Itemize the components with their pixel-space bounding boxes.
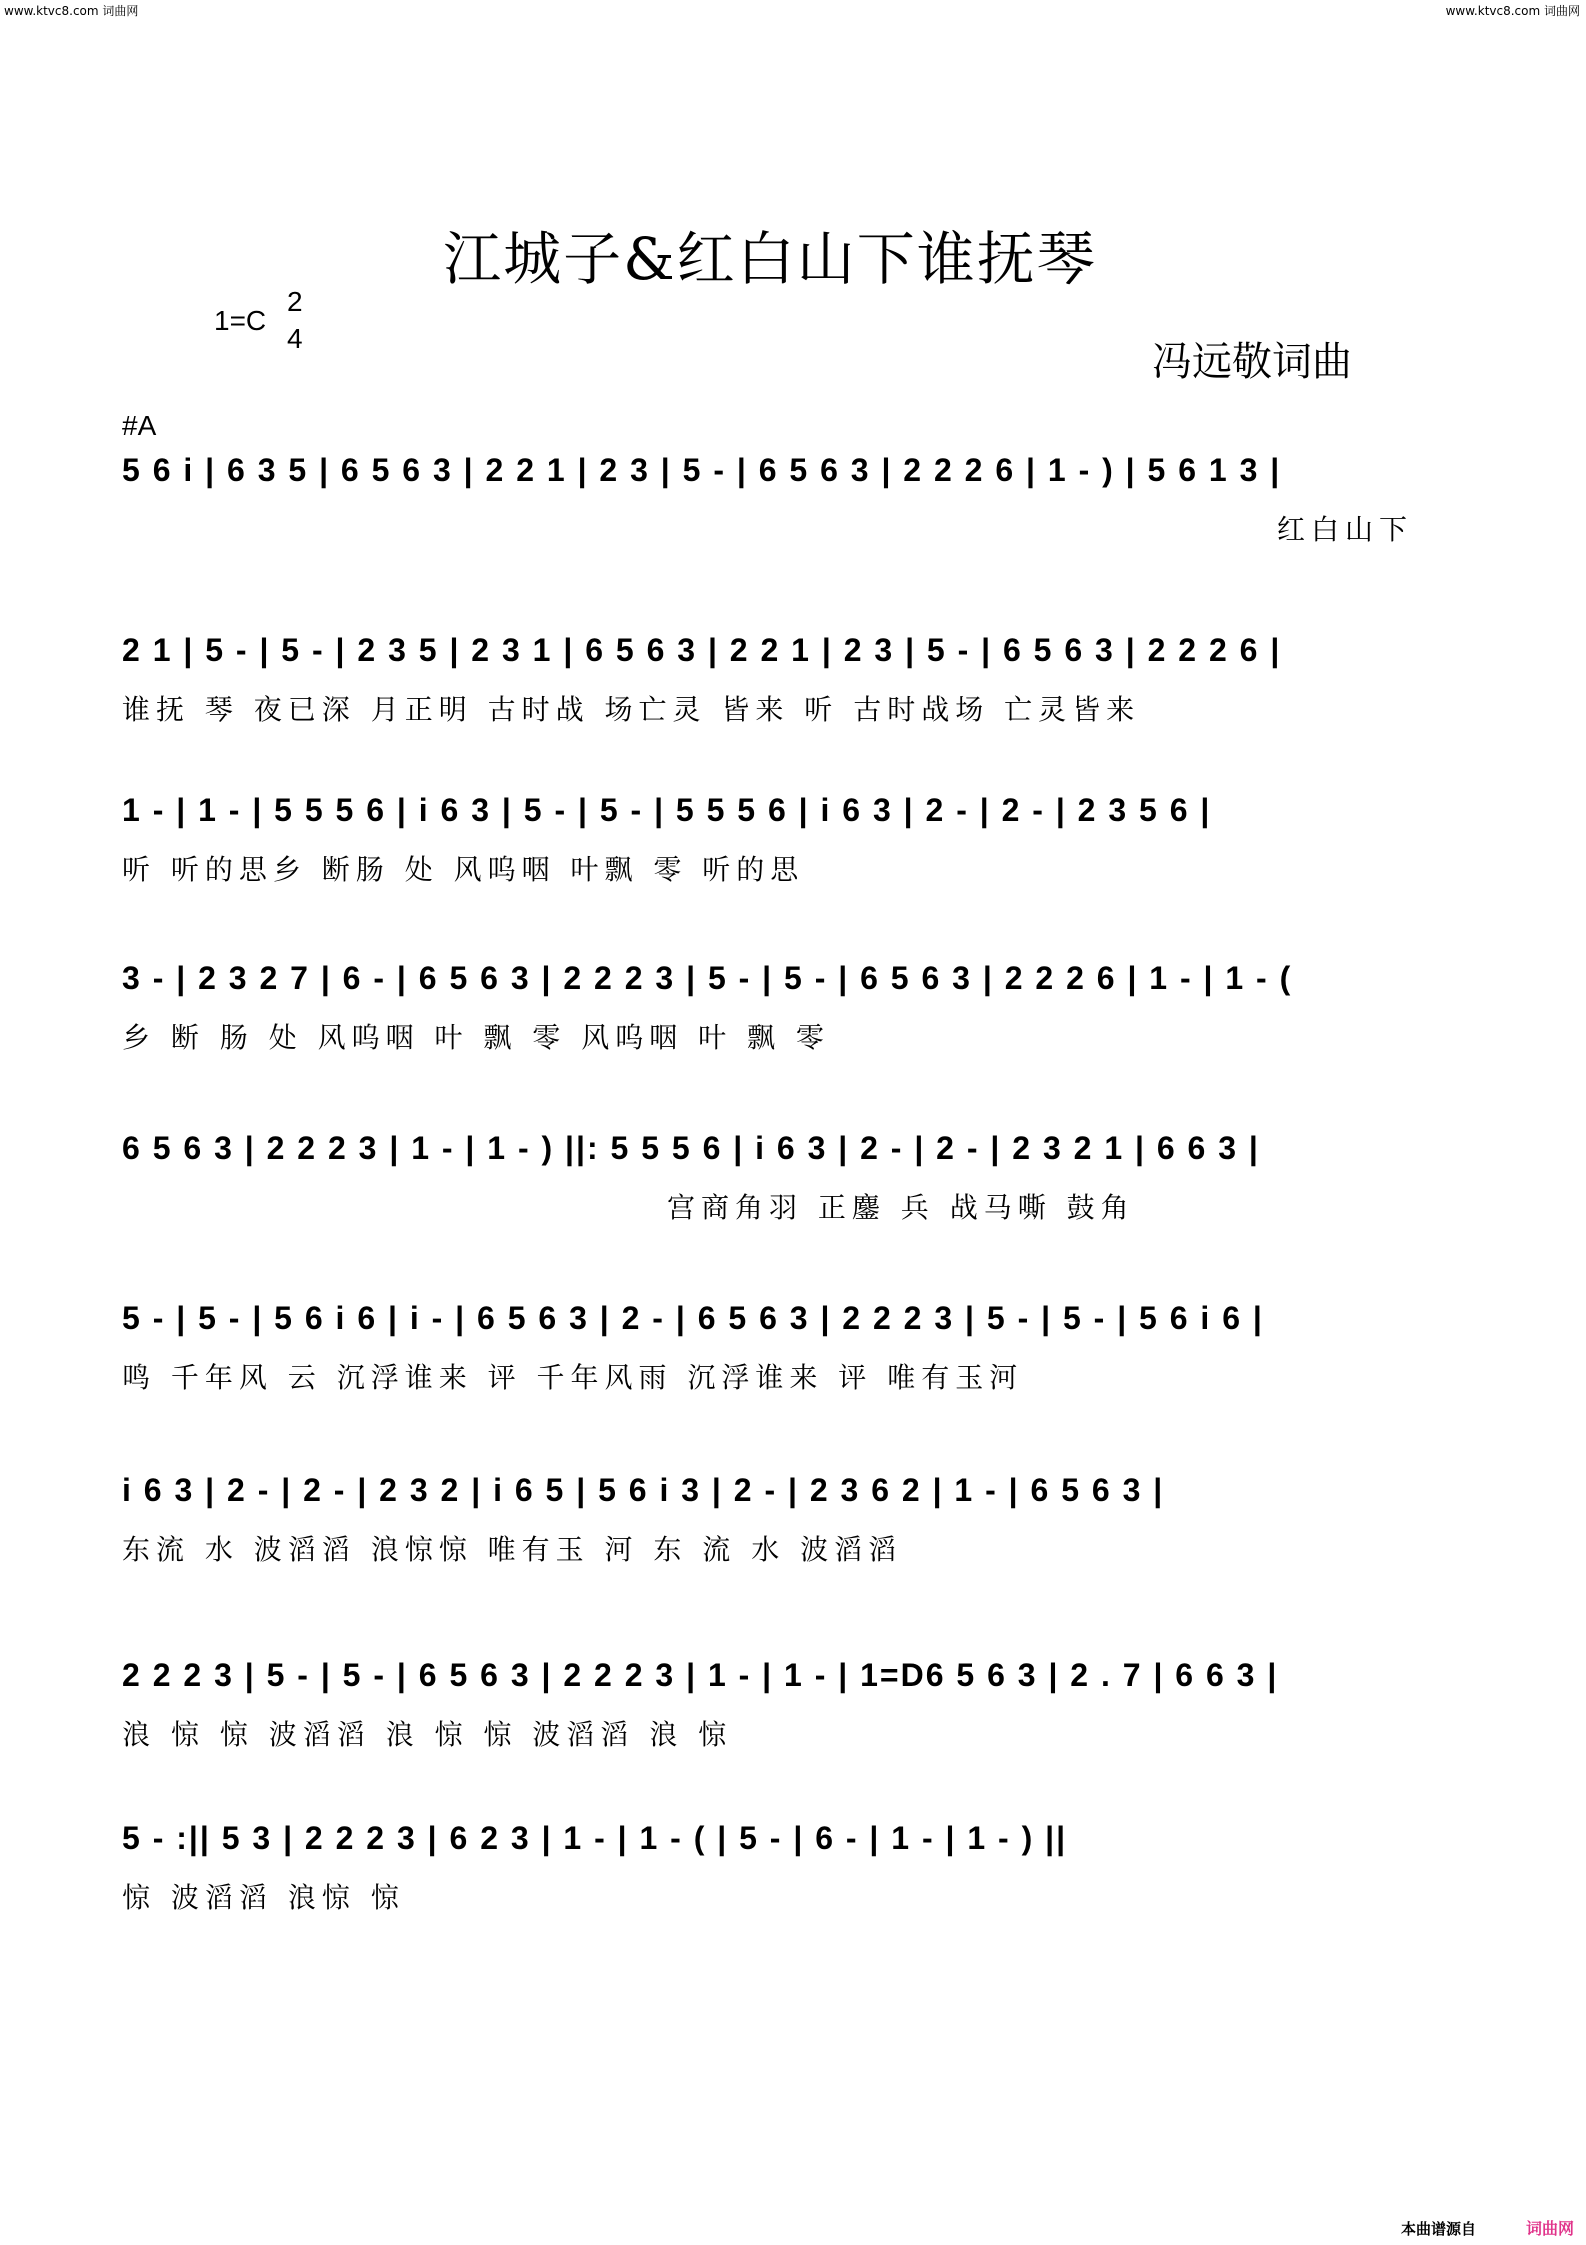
composer-credit: 冯远敬词曲 (1152, 339, 1352, 385)
score-lyrics: 惊 波滔滔 浪惊 惊 (122, 1881, 405, 1914)
score-line-8 (122, 1645, 1432, 1753)
score-lyrics: 听 听的思乡 断肠 处 风呜咽 叶飘 零 听的思 (122, 853, 805, 886)
score-line-4 (122, 948, 1432, 1056)
score-lyrics: 红白山下 (1277, 513, 1414, 546)
key-signature: 1=C (214, 305, 267, 336)
score-notes: 5 - :|| 5 3 | 2 2 2 3 | 6 2 3 | 1 - | 1 - ( | 5 - | 6 - | 1 - | 1 - ) || (122, 1820, 1068, 1856)
score-line-6 (122, 1288, 1432, 1396)
score-lyrics: 宫商角羽 正鏖 兵 战马嘶 鼓角 (667, 1191, 1135, 1224)
score-line-7 (122, 1460, 1432, 1568)
score-line-5 (122, 1118, 1432, 1226)
footer-logo: 词曲网 (1525, 2219, 1574, 2238)
time-signature-top: 2 (287, 286, 303, 317)
score-lyrics: 乡 断 肠 处 风呜咽 叶 飘 零 风呜咽 叶 飘 零 (122, 1021, 830, 1054)
score-notes: 5 6 i | 6 3 5 | 6 5 6 3 | 2 2 1 | 2 3 | 5 - | 6 5 6 3 | 2 2 2 6 | 1 - ) | 5 6 1 3 | (122, 452, 1282, 488)
footer-source-text: 本曲谱源自 (1400, 2220, 1476, 2238)
score-line-9 (122, 1808, 1432, 1916)
score-lyrics: 谁抚 琴 夜已深 月正明 古时战 场亡灵 皆来 听 古时战场 亡灵皆来 (122, 693, 1141, 726)
watermark-right: www.ktvc8.com 词曲网 (1445, 4, 1580, 18)
score-lyrics: 浪 惊 惊 波滔滔 浪 惊 惊 波滔滔 浪 惊 (122, 1718, 733, 1751)
section-mark: #A (122, 410, 157, 441)
score-lyrics: 鸣 千年风 云 沉浮谁来 评 千年风雨 沉浮谁来 评 唯有玉河 (122, 1361, 1024, 1394)
score-notes: 2 1 | 5 - | 5 - | 2 3 5 | 2 3 1 | 6 5 6 3 | 2 2 1 | 2 3 | 5 - | 6 5 6 3 | 2 2 2 6 | (122, 632, 1282, 668)
score-notes: i 6 3 | 2 - | 2 - | 2 3 2 | i 6 5 | 5 6 i 3 | 2 - | 2 3 6 2 | 1 - | 6 5 6 3 | (122, 1472, 1165, 1508)
score-notes: 5 - | 5 - | 5 6 i 6 | i - | 6 5 6 3 | 2 - | 6 5 6 3 | 2 2 2 3 | 5 - | 5 - | 5 6 i 6 | (122, 1300, 1264, 1336)
score-notes: 2 2 2 3 | 5 - | 5 - | 6 5 6 3 | 2 2 2 3 | 1 - | 1 - | 1=D6 5 6 3 | 2 . 7 | 6 6 3 | (122, 1657, 1279, 1693)
score-notes: 1 - | 1 - | 5 5 5 6 | i 6 3 | 5 - | 5 - | 5 5 5 6 | i 6 3 | 2 - | 2 - | 2 3 5 6 | (122, 792, 1212, 828)
score-line-2 (122, 620, 1432, 728)
score-notes: 6 5 6 3 | 2 2 2 3 | 1 - | 1 - ) ||: 5 5 5 6 | i 6 3 | 2 - | 2 - | 2 3 2 1 | 6 6 3 | (122, 1130, 1260, 1166)
watermark-left: www.ktvc8.com 词曲网 (4, 4, 139, 18)
score-line-1 (122, 440, 1432, 548)
score-lyrics: 东流 水 波滔滔 浪惊惊 唯有玉 河 东 流 水 波滔滔 (122, 1533, 903, 1566)
song-title: 江城子&红白山下谁抚琴 (443, 225, 1097, 293)
score-line-3 (122, 780, 1432, 888)
score-notes: 3 - | 2 3 2 7 | 6 - | 6 5 6 3 | 2 2 2 3 | 5 - | 5 - | 6 5 6 3 | 2 2 2 6 | 1 - | 1 - ( (122, 960, 1293, 996)
time-signature-bottom: 4 (287, 323, 303, 354)
